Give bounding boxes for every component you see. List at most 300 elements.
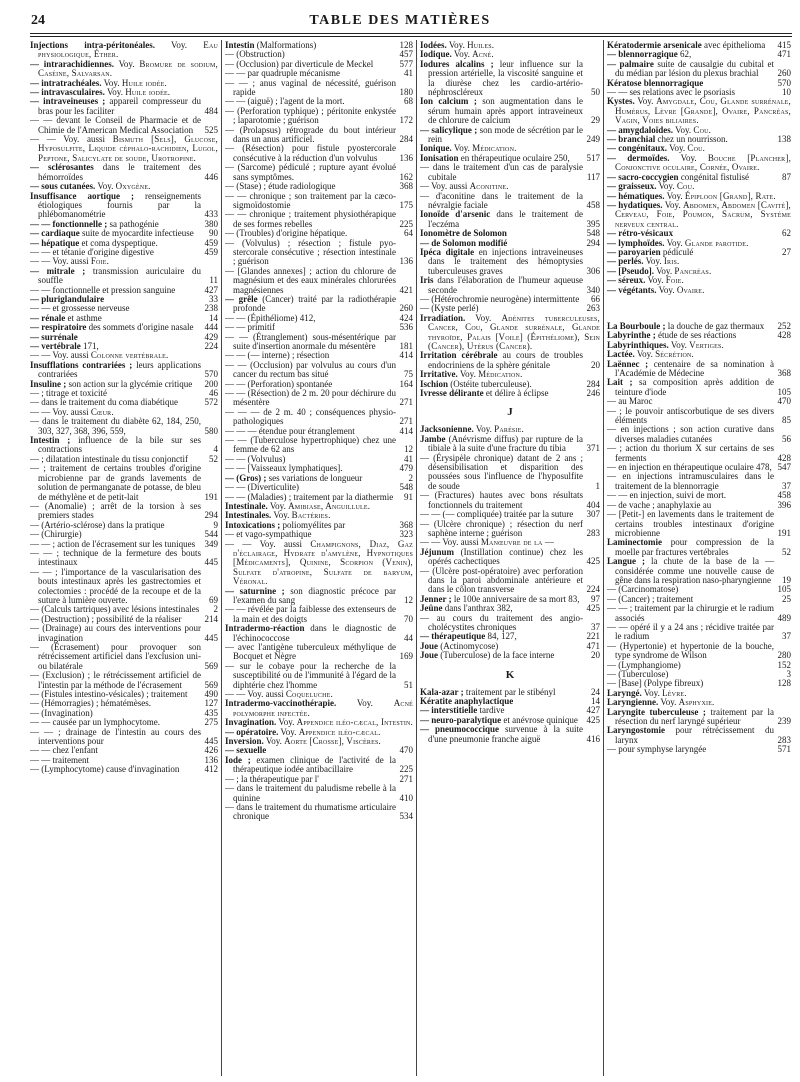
entry-headword: La Bourboule ; xyxy=(607,320,666,331)
page-reference: 424 xyxy=(399,312,413,323)
page-reference: 429 xyxy=(204,331,218,342)
index-entry xyxy=(30,60,218,79)
entry-body xyxy=(420,520,583,539)
entry-cross-reference: Acné polymorphe infectée. xyxy=(233,698,413,718)
page-reference: 221 xyxy=(586,631,600,642)
page-reference: 37 xyxy=(591,621,600,632)
entry-body xyxy=(607,201,791,229)
page-reference: 127 xyxy=(204,698,218,709)
entry-text: — — (Maladies) ; traitement par la diathermie xyxy=(225,491,394,502)
index-entry xyxy=(420,725,600,744)
entry-text: — (Tuberculose) xyxy=(607,669,669,679)
page-reference: 404 xyxy=(586,499,600,510)
entry-text: en thérapeutique oculaire 250, xyxy=(460,152,570,163)
entry-text: — — (— interne) ; résection xyxy=(225,350,330,361)
index-entry xyxy=(607,97,791,125)
index-entry xyxy=(30,765,218,774)
page-reference: 46 xyxy=(209,388,218,399)
page-reference: 427 xyxy=(586,705,600,716)
page-reference: 164 xyxy=(399,378,413,389)
entry-headword: Ionomètre de Solomon xyxy=(420,228,507,239)
page-reference: 275 xyxy=(204,717,218,728)
page-reference: 191 xyxy=(204,491,218,502)
entry-text: — (Calculs tartriques) avec lésions intestinales xyxy=(30,604,200,615)
index-entry xyxy=(225,79,413,98)
entry-text: — (Invagination) xyxy=(30,707,93,718)
entry-body xyxy=(30,60,218,79)
entry-text: dans l'anthrax 382, xyxy=(444,603,513,614)
entry-body xyxy=(420,725,583,744)
page-reference: 471 xyxy=(777,49,791,60)
entry-text: la chute de la base de la — considérée comme une nouvelle cause de gêne dans la respiration naso-pharyngienne xyxy=(615,556,774,585)
index-entry xyxy=(420,351,600,370)
entry-headword: — surrénale xyxy=(30,331,78,342)
page-reference: 136 xyxy=(204,754,218,765)
entry-headword: Ion calcium ; xyxy=(420,96,477,107)
entry-text: — — — étendue pour étranglement xyxy=(225,425,355,436)
entry-text: Voy. xyxy=(647,275,664,286)
index-entry xyxy=(30,568,218,606)
page-reference: 180 xyxy=(399,87,413,98)
page-reference: 24 xyxy=(591,686,600,697)
entry-text: — (Ulcère post-opératoire) avec perforation dans la paroi abdominale antérieure et dans le côlon transverse xyxy=(420,565,583,595)
page-reference: 525 xyxy=(204,124,218,135)
page-reference: 427 xyxy=(204,284,218,295)
entry-cross-reference: Asphyxie. xyxy=(678,697,715,708)
entry-text: — (Lymphangiome) xyxy=(607,659,681,670)
page-reference: 425 xyxy=(586,603,600,614)
page-reference: 91 xyxy=(404,491,413,502)
index-entry xyxy=(225,540,413,587)
page-reference: 90 xyxy=(209,228,218,239)
entry-text: — — (aiguë) ; l'agent de la mort. xyxy=(225,96,345,107)
entry-text: — — et grossesse nerveuse xyxy=(30,303,130,314)
page-reference: 396 xyxy=(777,499,791,510)
entry-headword: Kératite anaphylactique xyxy=(420,696,514,706)
index-entry xyxy=(225,389,413,408)
index-entry xyxy=(30,728,218,747)
entry-headword: — intraveineuses ; xyxy=(30,96,106,107)
entry-text: — au Maroc xyxy=(607,396,653,407)
entry-body xyxy=(225,605,396,624)
entry-text: dans le traitement de l'eczéma xyxy=(428,209,583,229)
entry-headword: Irritation cérébrale xyxy=(420,350,498,361)
page-reference: 169 xyxy=(399,651,413,662)
entry-text: leurs applications contrariées xyxy=(38,359,202,380)
entry-text: 62, xyxy=(680,49,692,60)
page-reference: 284 xyxy=(586,378,600,389)
entry-body xyxy=(420,567,583,595)
entry-body xyxy=(607,154,791,173)
entry-headword: Iodique. xyxy=(420,49,452,60)
entry-cross-reference: Amibiase, Anguillule. xyxy=(288,500,371,511)
index-column-1 xyxy=(30,41,218,1077)
index-entry xyxy=(607,444,791,463)
entry-headword: — rétro-vésicaux xyxy=(607,228,674,239)
entry-body xyxy=(225,126,396,145)
entry-headword: — rénale xyxy=(30,312,66,323)
index-entry xyxy=(420,192,600,211)
entry-text: — — (Occlusion) par volvulus au cours d'un cancer du rectum bas situé xyxy=(225,359,396,380)
page-reference: 380 xyxy=(204,218,218,229)
entry-headword: Irritative. xyxy=(420,369,458,380)
page-reference: 284 xyxy=(399,134,413,145)
index-entry xyxy=(420,60,600,98)
entry-body xyxy=(225,587,396,606)
page-reference: 2 xyxy=(213,604,218,615)
entry-body xyxy=(607,407,774,426)
entry-text: — ; titrage et toxicité xyxy=(30,388,107,399)
entry-headword: — saturnine ; xyxy=(225,585,285,596)
page-reference: 10 xyxy=(782,87,791,98)
entry-body xyxy=(225,803,396,822)
entry-text: Voy. xyxy=(448,41,465,50)
page-reference: 70 xyxy=(404,613,413,624)
index-entry xyxy=(30,624,218,643)
entry-text: — dans le traitement du paludisme rebelle à la quinine xyxy=(225,783,396,803)
entry-text: son action sur la glycémie critique xyxy=(68,378,193,389)
page-reference: 260 xyxy=(777,68,791,79)
index-entry xyxy=(225,107,413,126)
entry-headword: Kala-azar ; xyxy=(420,686,464,697)
index-entry xyxy=(420,520,600,539)
column-rule xyxy=(221,40,222,1076)
entry-body xyxy=(607,708,774,727)
entry-text: pédiculé xyxy=(662,246,694,257)
index-entry xyxy=(30,464,218,502)
index-entry xyxy=(420,276,600,295)
entry-body xyxy=(607,60,774,79)
page-reference: 191 xyxy=(777,527,791,538)
page-reference: 152 xyxy=(777,659,791,670)
entry-cross-reference: Bismuth [Sels], Glucose, Hyposulfite, Liquide céphalo-rachidien, Lugol, Peptone, Salicylate de soude, Urotropine. xyxy=(38,134,218,163)
index-entry xyxy=(225,699,413,718)
entry-headword: Irradiation. xyxy=(420,312,466,323)
entry-text: — — opéré il y a 24 ans ; récidive traitée par le radium xyxy=(607,621,774,642)
entry-text: — — chez l'enfant xyxy=(30,745,98,756)
entry-headword: — interstitielle xyxy=(420,705,478,716)
entry-headword: Kystes. xyxy=(607,96,635,107)
entry-text: — (Hétérochromie neurogène) intermittente xyxy=(420,293,580,304)
entry-headword: — [Pseudo]. xyxy=(607,265,654,276)
entry-text: (Instillation continue) chez les opérés cachectiques xyxy=(428,546,584,567)
entry-cross-reference: Coqueluche. xyxy=(285,689,333,700)
index-entry xyxy=(30,361,218,380)
index-entry xyxy=(225,408,413,427)
entry-text: la douche de gaz thermaux xyxy=(667,320,765,331)
index-entry xyxy=(420,126,600,145)
entry-text: — — ; technique de la fermeture des bouts intestinaux xyxy=(30,547,201,568)
entry-text: — — révélée par la faiblesse des extenseurs de la main et des doigts xyxy=(225,604,396,624)
page-reference: 51 xyxy=(404,679,413,690)
entry-text: — dans le traitement du coma diabétique xyxy=(30,397,178,408)
entry-body xyxy=(225,192,396,211)
entry-text: — — chronique ; son traitement par la cæco-sigmoïdostomie xyxy=(225,190,396,210)
entry-body xyxy=(30,41,218,60)
entry-text: — [Base] (Polype fibreux) xyxy=(607,678,704,689)
entry-text: — (Exclusion) ; le rétrécissement artificiel de l'intestin par la méthode de l'écrasement xyxy=(30,670,201,690)
index-entry xyxy=(420,210,600,229)
entry-body xyxy=(225,107,396,126)
page-reference: 571 xyxy=(777,744,791,755)
entry-text: — avec l'antigène tuberculeux méthylique de Bocquet et Nègre xyxy=(225,642,396,662)
entry-body xyxy=(30,135,218,163)
page-reference: 294 xyxy=(586,237,600,248)
entry-text: et coma dyspeptique. xyxy=(81,237,158,248)
entry-body xyxy=(607,726,774,745)
entry-text: — — fonctionnelle et pression sanguine xyxy=(30,284,176,295)
index-entry xyxy=(30,41,218,60)
entry-text: — — (— compliquée) traitée par la suture xyxy=(420,509,574,520)
entry-text: — — primitif xyxy=(225,322,275,333)
entry-headword: — pneumococcique xyxy=(420,724,500,735)
entry-cross-reference: Aconitine. xyxy=(469,181,509,192)
entry-headword: Laryngé. xyxy=(607,687,642,698)
entry-text: Voy. xyxy=(680,152,697,163)
entry-body xyxy=(30,624,201,643)
index-entry xyxy=(225,662,413,690)
entry-headword: Laryngienne. xyxy=(607,697,659,708)
entry-text: en injections intraveineuses dans le traitement des hémoptysies tuberculeuses graves xyxy=(428,246,583,276)
entry-text: dans l'élaboration de l'humeur aqueuse seconde xyxy=(428,275,583,295)
page-reference: 200 xyxy=(204,378,218,389)
page-reference: 117 xyxy=(586,171,600,182)
entry-text: Voy. xyxy=(664,199,681,210)
entry-text: — (Hémorragies) ; hématémèses. xyxy=(30,698,151,709)
index-entry xyxy=(225,333,413,352)
entry-text: — (Artério-sclérose) dans la pratique xyxy=(30,519,165,530)
entry-headword: — blennorragique xyxy=(607,49,678,60)
entry-body xyxy=(30,728,201,747)
index-entry xyxy=(420,548,600,567)
entry-headword: — graisseux. xyxy=(607,181,657,192)
entry-text: — sur le cobaye pour la recherche de la susceptibilité ou de l'immunité à l'égard de la diphtérie chez l'homme xyxy=(225,660,396,690)
index-entry xyxy=(607,557,791,585)
entry-body xyxy=(225,295,396,314)
page-reference: 37 xyxy=(782,631,791,642)
index-entry xyxy=(30,436,218,455)
page-reference: 69 xyxy=(209,594,218,605)
index-entry xyxy=(420,454,600,492)
column-rule xyxy=(416,40,417,1076)
entry-body xyxy=(225,756,396,775)
entry-body xyxy=(30,417,201,436)
index-entry xyxy=(420,491,600,510)
entry-body xyxy=(30,361,201,380)
entry-headword: — amygdaloïdes. xyxy=(607,124,674,135)
entry-body xyxy=(420,60,583,98)
page-reference: 52 xyxy=(209,453,218,464)
entry-cross-reference: Oxygène. xyxy=(115,181,151,192)
entry-body xyxy=(607,538,774,557)
page-reference: 479 xyxy=(399,463,413,474)
page-reference: 85 xyxy=(782,415,791,426)
page-reference: 56 xyxy=(782,433,791,444)
entry-headword: — de Solomon modifié xyxy=(420,237,508,248)
entry-text: — (Volvulus) ; résection ; fistule pyo-stercorale consécutive ; résection intestinale ; guérison xyxy=(225,237,396,267)
entry-body xyxy=(30,97,201,116)
entry-headword: — pluriglandulaire xyxy=(30,293,105,304)
entry-text: — (Écrasement) pour provoquer son rétrécissement artificiel dans l'exclusion uni- ou bilatérale xyxy=(30,642,201,671)
entry-headword: — végétants. xyxy=(607,284,657,295)
entry-headword: — intrarachidiennes. xyxy=(30,58,114,69)
entry-headword: Laënnec ; xyxy=(607,358,649,369)
index-entry xyxy=(30,163,218,182)
entry-text: leur influence sur la pression artérielle, la viscosité sanguine et la diurèse chez les cardio-artério-néphroscléreux xyxy=(428,58,584,98)
page-reference: 64 xyxy=(404,228,413,239)
entry-text: Voy. xyxy=(265,736,282,747)
entry-text: (Actinomycose) xyxy=(440,640,499,651)
entry-body xyxy=(420,351,583,370)
page-reference: 162 xyxy=(399,171,413,182)
page-reference: 544 xyxy=(204,529,218,540)
entry-text: — au cours du traitement des angio-cholécystites chroniques xyxy=(420,612,583,632)
index-entry xyxy=(225,239,413,267)
entry-text: Voy. xyxy=(273,510,290,521)
entry-headword: Inversion. xyxy=(225,736,264,747)
page-reference: 9 xyxy=(213,519,218,530)
entry-text: — (Hypertonie) et hypertonie de la bouche, type syndrome de Wilson xyxy=(607,640,774,661)
page-reference: 421 xyxy=(399,284,413,295)
entry-body xyxy=(225,643,396,662)
section-letter-heading xyxy=(607,303,791,315)
entry-text: renseignements étiologiques fournis par la phlébomanométrie xyxy=(38,190,201,220)
entry-body xyxy=(225,408,396,427)
index-entry xyxy=(420,248,600,276)
entry-headword: Jambe xyxy=(420,433,446,444)
page-reference: 446 xyxy=(204,171,218,182)
entry-text: (Cancer) traité par la radiothérapie profonde xyxy=(233,293,397,314)
page-reference: 14 xyxy=(209,312,218,323)
entry-headword: Laryngostomie xyxy=(607,725,665,736)
page-reference: 577 xyxy=(399,58,413,69)
entry-text: et asthme xyxy=(67,312,102,323)
page-reference: 246 xyxy=(586,388,600,399)
entry-headword: Intradermo-réaction xyxy=(225,623,305,634)
entry-body xyxy=(420,248,583,276)
entry-text: — en injections ; son action curative dans diverses maladies cutanées xyxy=(607,424,774,444)
entry-text: — — devant le Conseil de Pharmacie et de Chimie de l'American Medical Association xyxy=(30,115,201,135)
entry-headword: — sacro-coccygien xyxy=(607,171,679,182)
entry-headword: Labyrinthe ; xyxy=(607,330,656,341)
index-entry xyxy=(225,624,413,643)
entry-body xyxy=(420,126,583,145)
page-reference: 12 xyxy=(404,594,413,605)
index-entry xyxy=(607,623,791,642)
page-reference: 470 xyxy=(777,396,791,407)
index-entry xyxy=(420,389,600,398)
page-reference: 484 xyxy=(204,105,218,116)
page-reference: 128 xyxy=(399,41,413,50)
entry-text: — (Chirurgie) xyxy=(30,529,82,540)
entry-body xyxy=(30,267,201,286)
entry-text: — — Voy. aussi xyxy=(30,134,106,145)
entry-cross-reference: Eau physiologique, Éther. xyxy=(38,41,218,60)
entry-text: — ; le pouvoir antiscorbutique de ses divers éléments xyxy=(607,405,774,426)
entry-body xyxy=(607,378,774,397)
entry-cross-reference: Foie. xyxy=(665,275,684,286)
entry-text: — et vago-sympathique xyxy=(225,529,312,540)
entry-text: Voy. xyxy=(643,687,660,698)
entry-headword: — respiratoire xyxy=(30,322,87,333)
entry-body xyxy=(225,361,396,380)
entry-cross-reference: Manœuvre de la — xyxy=(480,537,555,548)
index-entry xyxy=(420,163,600,182)
page-reference: 536 xyxy=(399,322,413,333)
entry-text: — — chronique ; traitement physiothérapique de ses formes rebelles xyxy=(225,209,396,229)
index-entry xyxy=(225,295,413,314)
entry-body xyxy=(30,464,201,502)
page-reference: 470 xyxy=(399,745,413,756)
entry-text: le 100e anniversaire de sa mort 83, xyxy=(453,593,580,604)
page-reference: 252 xyxy=(777,320,791,331)
entry-body xyxy=(225,662,396,690)
entry-text: examen clinique de l'activité de la thérapeutique iodée antibacillaire xyxy=(233,754,396,775)
entry-body xyxy=(30,568,201,606)
index-column-4 xyxy=(607,41,791,1077)
entry-text: — ; la thérapeutique par l' xyxy=(225,773,319,784)
entry-headword: Injections intra-péritonéales. xyxy=(30,41,155,50)
entry-text: — (Érysipèle chronique) datant de 2 ans ; désensibilisation et disparition des poussées sous l'influence de l'hyposulfite de soude xyxy=(420,452,583,491)
index-column-3 xyxy=(420,41,600,1077)
entry-headword: — sexuelle xyxy=(225,745,267,756)
entry-body xyxy=(420,192,583,211)
page-reference: 569 xyxy=(204,679,218,690)
entry-text: Voy. xyxy=(669,143,686,154)
entry-text: — (Ulcère chronique) ; résection du nerf saphène interne ; guérison xyxy=(420,518,583,538)
entry-body xyxy=(420,210,583,229)
entry-body xyxy=(225,239,396,267)
page-reference: 249 xyxy=(586,134,600,145)
entry-cross-reference: Glande parotide. xyxy=(684,237,749,248)
page-reference: 4 xyxy=(213,444,218,455)
entry-cross-reference: Épiploon [Grand], Rate. xyxy=(684,190,776,201)
page-reference: 294 xyxy=(204,510,218,521)
entry-cross-reference: Huile iodée. xyxy=(125,87,171,98)
page-reference: 62 xyxy=(782,228,791,239)
header-double-rule xyxy=(30,33,792,37)
page-reference: 105 xyxy=(777,584,791,595)
index-entry xyxy=(225,126,413,145)
entry-text: — (Sarcome) pédiculé ; rupture ayant évolué sans symptômes. xyxy=(225,162,396,182)
entry-headword: — thérapeutique xyxy=(420,631,486,642)
entry-body xyxy=(225,210,396,229)
entry-text: sa composition après addition de teinture d'iode xyxy=(615,377,775,397)
page-reference: 14 xyxy=(591,696,600,706)
entry-text: — — Voy. aussi xyxy=(30,256,89,267)
index-entry xyxy=(30,417,218,436)
page-reference: 27 xyxy=(782,246,791,257)
entry-text: — dans le traitement du rhumatisme articulaire chronique xyxy=(225,801,396,822)
page-reference: 175 xyxy=(399,199,413,210)
entry-text: — — Voy. aussi xyxy=(30,350,89,361)
page-reference: 105 xyxy=(777,386,791,397)
page-reference: 570 xyxy=(777,77,791,88)
entry-body xyxy=(420,389,583,398)
entry-text: — — (Étranglement) sous-mésentérique par suite d'insertion anormale du mésentère xyxy=(225,331,396,351)
entry-body xyxy=(420,548,583,567)
entry-body xyxy=(420,454,583,492)
page-reference: 428 xyxy=(777,452,791,463)
entry-headword: — grêle xyxy=(225,293,258,304)
entry-body xyxy=(225,267,396,295)
page-reference: 225 xyxy=(399,764,413,775)
entry-cross-reference: Bromure de sodium, Caséine, Salvarsan. xyxy=(38,58,218,79)
page-reference: 490 xyxy=(204,689,218,700)
entry-headword: — paroyarien xyxy=(607,246,661,257)
page-reference: 225 xyxy=(399,218,413,229)
entry-text: ses variations de longueur xyxy=(268,472,363,483)
